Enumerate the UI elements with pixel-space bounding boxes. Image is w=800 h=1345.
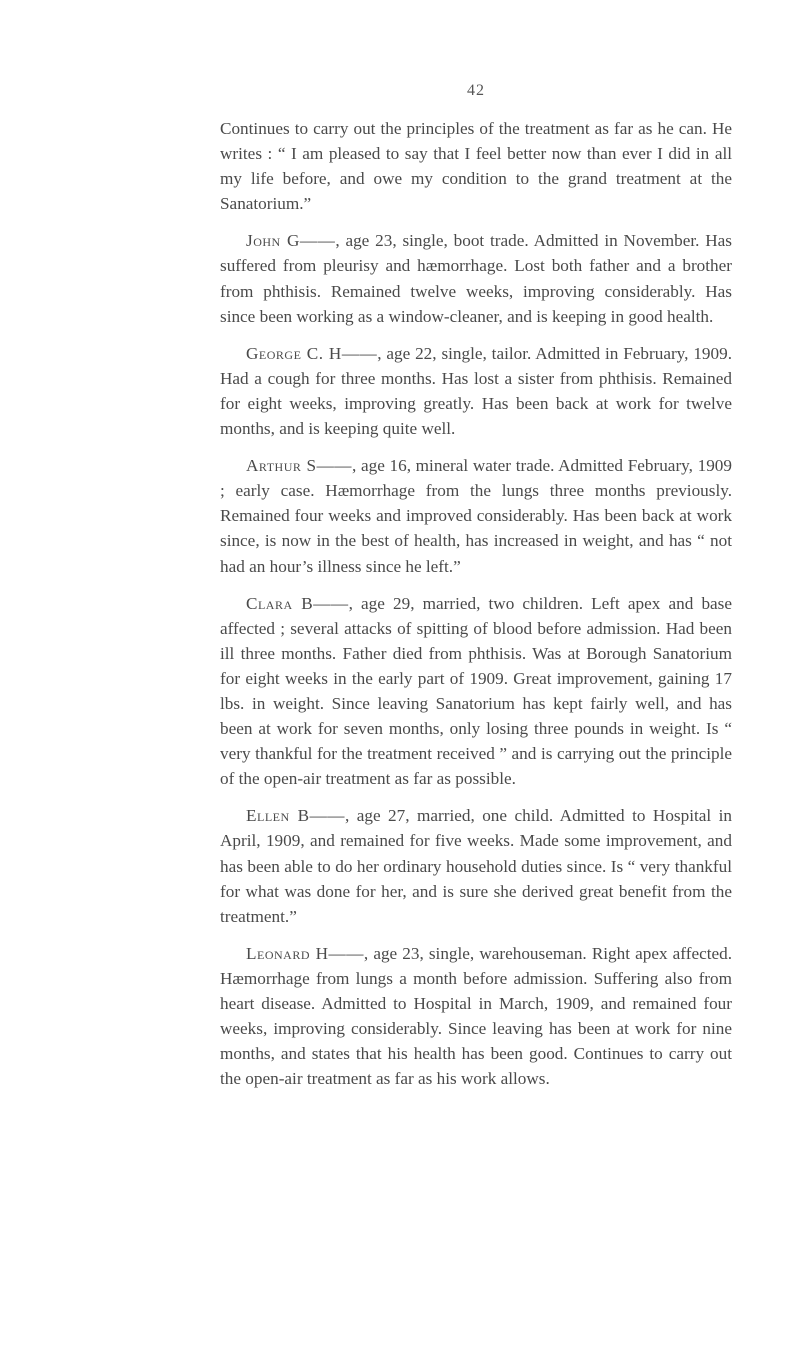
patient-name: Clara B—— [246,593,349,613]
paragraph-continuation [220,116,732,216]
patient-name: Leonard H—— [246,943,364,963]
case-text: , age 23, single, warehouseman. Right apex affected. Hæmorrhage from lungs a month before admission. Suffering also from heart disease. Admitted to Hospital in March, 1909, and remained four weeks, improving considerably. Since leaving has been at work for nine months, and states that his health has been good. Continues to carry out the open-air treatment as far as his work allows. [220,943,732,1089]
case-text: , age 22, single, tailor. Admitted in February, 1909. Had a cough for three months. Has lost a sister from phthisis. Remained for eight weeks, improving greatly. Has been back at work for twelve months, and is keeping quite well. [220,343,732,439]
paragraph-text: Continues to carry out the principles of the treatment as far as he can. He writes : “ I am pleased to say that I feel better now than ever I did in all my life before, and owe my condition to the grand treatment at the Sanatorium.” [220,119,732,214]
patient-name: John G—— [246,231,336,251]
case-leonard-h [220,941,732,1092]
case-john-g [220,228,732,328]
case-text: , age 27, married, one child. Admitted to Hospital in April, 1909, and remained for five weeks. Made some improvement, and has been able to do her ordinary household duties since. Is “ very thankful for what was done for her, and is sure she derived great benefit from the treatment.” [220,806,732,926]
case-clara-b [220,591,732,792]
patient-name: Arthur S—— [246,456,352,476]
case-text: , age 16, mineral water trade. Admitted February, 1909 ; early case. Hæmorrhage from the lungs three months previously. Remained four weeks and improved considerably. Has been back at work since, is now in the best of health, has increased in weight, and has “ not had an hour’s illness since he left.” [220,456,732,576]
body-text [220,116,732,1103]
patient-name: Ellen B—— [246,806,345,826]
page-number: 42 [467,82,485,99]
case-text: , age 29, married, two children. Left apex and base affected ; several attacks of spitting of blood before admission. Had been ill three months. Father died from phthisis. Was at Borough Sanatorium for eight weeks in the early part of 1909. Great improvement, gaining 17 lbs. in weight. Since leaving Sanatorium has kept fairly well, and has been at work for seven months, only losing three pounds in weight. Is “ very thankful for the treatment received ” and is carrying out the principle of the open-air treatment as far as possible. [220,593,732,789]
case-george-c-h [220,341,732,441]
patient-name: George C. H—— [246,343,378,363]
case-arthur-s [220,453,732,578]
case-text: , age 23, single, boot trade. Admitted in November. Has suffered from pleurisy and hæmorrhage. Lost both father and a brother from phthisis. Remained twelve weeks, improving considerably. Has since been working as a window-cleaner, and is keeping in good health. [220,231,732,326]
case-ellen-b [220,803,732,928]
